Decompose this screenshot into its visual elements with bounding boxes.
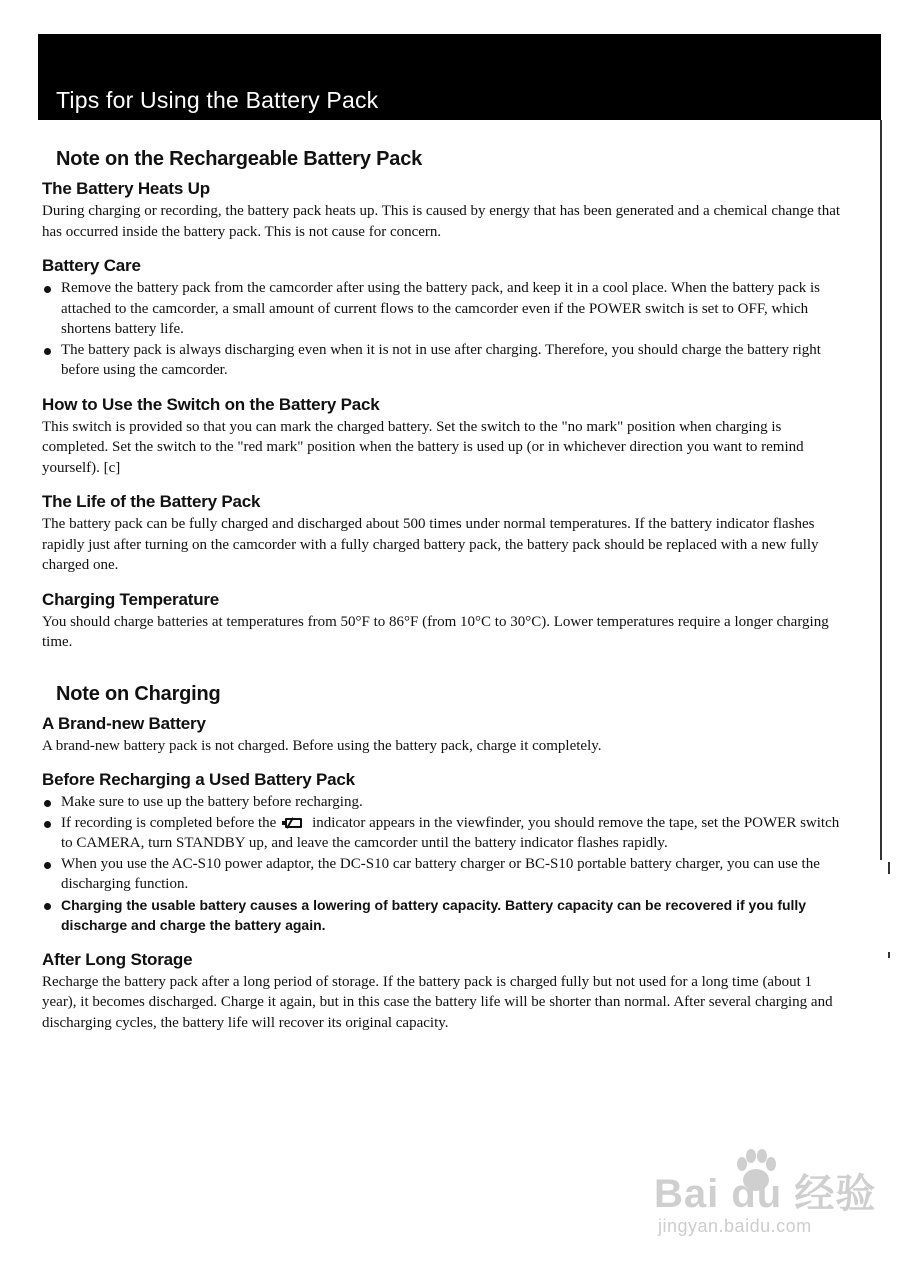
list-item-text: If recording is completed before the [61, 814, 277, 831]
battery-empty-icon [282, 817, 304, 829]
margin-rule-mark [888, 952, 890, 958]
page-title: Tips for Using the Battery Pack [56, 87, 379, 113]
topic-paragraph: The battery pack can be fully charged and discharged about 500 times under normal temperatures. If the battery indicator flashes rapidly just after turning on the camcorder with a fully charged battery pack, the battery pack should be replaced with a new fully charged one. [42, 516, 819, 573]
list-item: Charging the usable battery causes a lowering of battery capacity. Battery capacity can be recovered if you fully discharge and charge the battery again. [42, 895, 842, 936]
list-item-text: indicator appears in the viewfinder, you should remove the tape, set the POWER switch to CAMERA, turn STANDBY up, and leave the camcorder until the battery indicator flashes rapidly. [61, 814, 840, 851]
list-item: When you use the AC-S10 power adaptor, the DC-S10 car battery charger or BC-S10 portable battery charger, you can use the discharging function. [42, 854, 842, 895]
section-spacer [42, 653, 842, 683]
topic-title: The Life of the Battery Pack [42, 492, 261, 511]
topic-title: The Battery Heats Up [42, 179, 210, 198]
margin-rule-mark [888, 862, 890, 874]
section-heading: Note on Charging [56, 682, 221, 705]
list-item [42, 813, 842, 854]
topic-title: Charging Temperature [42, 589, 220, 609]
title-banner [38, 34, 881, 120]
topic-paragraph: This switch is provided so that you can mark the charged battery. Set the switch to the "no mark" position when charging is completed. Set the switch to the "red mark" position when the battery is used up (or in whichever direction you want to remind yourself). [c] [42, 418, 804, 476]
watermark [648, 1140, 878, 1250]
topic-title: How to Use the Switch on the Battery Pack [42, 394, 380, 414]
topic-paragraph: You should charge batteries at temperatures from 50°F to 86°F (from 10°C to 30°C). Lower temperatures require a longer charging time. [42, 613, 829, 650]
topic-paragraph: Recharge the battery pack after a long period of storage. If the battery pack is charged fully but not used for a long time (about 1 year), it becomes discharged. Charge it again, but in this case the battery life will be shorter than normal. After several charging and discharging cycles, the battery life will recover its original capacity. [42, 973, 833, 1031]
topic-title: After Long Storage [42, 949, 193, 969]
topic-title: A Brand-new Battery [42, 713, 206, 733]
topic-title: Battery Care [42, 256, 141, 275]
page-content [42, 148, 842, 1033]
topic-title: Before Recharging a Used Battery Pack [42, 770, 355, 789]
list-item: The battery pack is always discharging even when it is not in use after charging. Therefore, you should charge the battery right before using the camcorder. [42, 340, 842, 381]
section-heading: Note on the Rechargeable Battery Pack [56, 148, 423, 170]
list-item: Remove the battery pack from the camcorder after using the battery pack, and keep it in a cool place. When the battery pack is attached to the camcorder, a small amount of current flows to the camcorder even if the POWER switch is set to OFF, which shortens battery life. [42, 278, 842, 340]
topic-paragraph: A brand-new battery pack is not charged. Before using the battery pack, charge it completely. [42, 737, 602, 754]
watermark-brand: Bai du 经验 [654, 1172, 877, 1216]
topic-paragraph: During charging or recording, the battery pack heats up. This is caused by energy that has been generated and a chemical change that has occurred inside the battery pack. This is not cause for concern. [42, 203, 841, 240]
list-item: Make sure to use up the battery before recharging. [42, 792, 842, 813]
margin-rule [880, 120, 882, 860]
bullet-list [42, 792, 842, 936]
bullet-list [42, 278, 842, 381]
watermark-url: jingyan.baidu.com [658, 1216, 812, 1236]
